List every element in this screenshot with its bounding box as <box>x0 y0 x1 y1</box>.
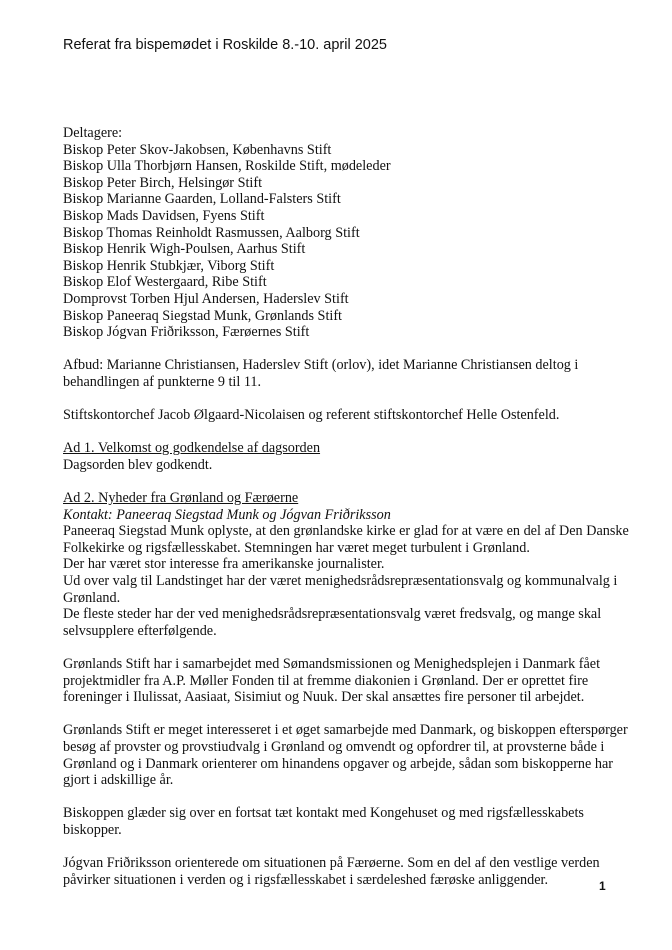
item-2-contact: Kontakt: Paneeraq Siegstad Munk og Jógvan Friðriksson <box>63 506 391 523</box>
paragraph-line: biskopper. <box>63 821 122 838</box>
paragraph-line: Grønlands Stift har i samarbejdet med Sømandsmissionen og Menighedsplejen i Danmark fået <box>63 656 601 672</box>
document-body <box>63 125 629 888</box>
absent-line: behandlingen af punkterne 9 til 11. <box>63 373 262 390</box>
paragraph-line: Grønland og i Danmark orienterer om hinandens opgaver og arbejde, sådan som biskopperne har <box>63 755 613 772</box>
participant-line: Biskop Elof Westergaard, Ribe Stift <box>63 274 267 291</box>
absent-paragraph <box>63 357 623 390</box>
paragraph-line: besøg af provster og provstiudvalg i Grønland og omvendt og opfordrer til, at provsterne både i <box>63 738 605 755</box>
paragraph-line: Biskoppen glæder sig over en fortsat tæt kontakt med Kongehuset og med rigsfællesskabets <box>63 805 584 822</box>
paragraph-line: Der har været stor interesse fra amerikanske journalister. <box>63 556 385 573</box>
paragraph-line: Grønland. <box>63 589 121 606</box>
participant-line: Biskop Henrik Stubkjær, Viborg Stift <box>63 257 275 274</box>
participant-line: Biskop Jógvan Friðriksson, Færøernes Stift <box>63 324 310 341</box>
item-1-text: Dagsorden blev godkendt. <box>63 456 213 473</box>
staff-line: Stiftskontorchef Jacob Ølgaard-Nicolaisen og referent stiftskontorchef Helle Ostenfeld. <box>63 407 560 424</box>
participant-line: Biskop Peter Skov-Jakobsen, Københavns Stift <box>63 141 332 158</box>
paragraph-line: Folkekirke og rigsfællesskabet. Stemningen har været meget turbulent i Grønland. <box>63 539 530 556</box>
item-2-paragraph <box>63 805 623 838</box>
participant-line: Biskop Paneeraq Siegstad Munk, Grønlands Stift <box>63 307 342 324</box>
item-2-paragraph <box>63 656 623 706</box>
participant-line: Domprovst Torben Hjul Andersen, Haderslev Stift <box>63 290 349 307</box>
participant-line: Biskop Henrik Wigh-Poulsen, Aarhus Stift <box>63 241 306 258</box>
paragraph-line: Grønlands Stift er meget interesseret i et øget samarbejde med Danmark, og biskoppen efterspørger <box>63 722 628 739</box>
paragraph-line: Ud over valg til Landstinget har der været menighedsrådsrepræsentationsvalg og kommunalvalg i <box>63 573 618 590</box>
item-1-heading: Ad 1. Velkomst og godkendelse af dagsorden <box>63 440 321 457</box>
paragraph-line: påvirker situationen i verden og i rigsfællesskabet i særdeleshed færøske anliggender. <box>63 871 549 888</box>
item-2-paragraph <box>63 722 628 789</box>
participants-list <box>63 142 623 341</box>
participant-line: Biskop Thomas Reinholdt Rasmussen, Aalborg Stift <box>63 224 360 241</box>
page-number: 1 <box>599 879 606 893</box>
paragraph-line: selvsupplere efterfølgende. <box>63 622 217 639</box>
absent-line: Afbud: Marianne Christiansen, Haderslev Stift (orlov), idet Marianne Christiansen deltog i <box>63 357 579 374</box>
item-2-heading: Ad 2. Nyheder fra Grønland og Færøerne <box>63 490 299 507</box>
page-header: Referat fra bispemødet i Roskilde 8.-10. april 2025 <box>63 37 387 53</box>
participant-line: Biskop Peter Birch, Helsingør Stift <box>63 174 263 191</box>
paragraph-line: foreninger i Ilulissat, Aasiaat, Sisimiut og Nuuk. Der skal ansættes fire personer til arbejdet. <box>63 689 585 706</box>
item-2-paragraph <box>63 855 623 888</box>
paragraph-line: De fleste steder har der ved menighedsrådsrepræsentationsvalg været fredsvalg, og mange skal <box>63 606 602 623</box>
paragraph-line: gjort i adskillige år. <box>63 772 174 789</box>
paragraph-line: Jógvan Friðriksson orienterede om situationen på Færøerne. Som en del af den vestlige verden <box>63 855 600 872</box>
participant-line: Biskop Marianne Gaarden, Lolland-Falsters Stift <box>63 191 341 208</box>
participant-line: Biskop Mads Davidsen, Fyens Stift <box>63 207 265 224</box>
participants-heading: Deltagere: <box>63 125 123 141</box>
participant-line: Biskop Ulla Thorbjørn Hansen, Roskilde Stift, mødeleder <box>63 158 391 175</box>
paragraph-line: Paneeraq Siegstad Munk oplyste, at den grønlandske kirke er glad for at være en del af Den Danske <box>63 523 629 540</box>
paragraph-line: projektmidler fra A.P. Møller Fonden til at fremme diakonien i Grønland. Der er oprettet fire <box>63 672 589 689</box>
item-2-paragraph <box>63 523 629 639</box>
